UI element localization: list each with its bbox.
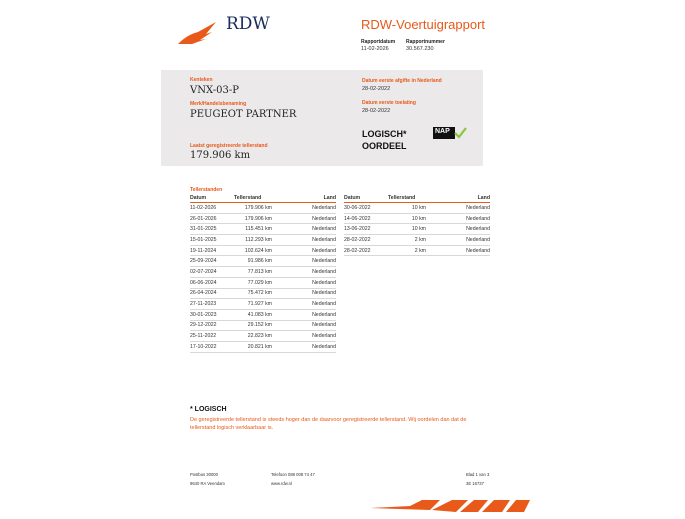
table-row: [190, 320, 336, 331]
reading-country: Nederland: [282, 267, 336, 278]
reading-country: Nederland: [436, 235, 490, 246]
reading-date: 28-02-2022: [344, 235, 388, 246]
first-issue-nl-label: Datum eerste afgifte in Nederland: [362, 78, 442, 84]
reading-value: 179.906 km: [234, 213, 282, 224]
reading-value: 77.029 km: [234, 277, 282, 288]
reading-value: 22.823 km: [234, 331, 282, 342]
table-row: [344, 235, 490, 246]
reading-country: Nederland: [282, 256, 336, 267]
reading-date: 26-01-2026: [190, 213, 234, 224]
footer-address-1: Postbus 30000: [190, 472, 218, 477]
report-date-label: Rapportdatum: [361, 39, 396, 45]
table-row: [344, 213, 490, 224]
reading-value: 102.624 km: [234, 245, 282, 256]
report-number-label: Rapportnummer: [406, 39, 445, 45]
report-date: 11-02-2026: [361, 46, 389, 52]
table-row: [344, 224, 490, 235]
reading-country: Nederland: [282, 299, 336, 310]
report-title: RDW-Voertuigrapport: [361, 17, 486, 32]
reading-date: 27-11-2023: [190, 299, 234, 310]
reading-value: 75.472 km: [234, 288, 282, 299]
table-row: [190, 235, 336, 246]
note-text: De geregistreerde tellerstand is steeds hoger dan de daarvoor geregistreerde tellerstand. Wij oordelen dan dat de tellerstand logisch verklaarbaar is.: [190, 417, 467, 431]
reading-date: 15-01-2025: [190, 235, 234, 246]
reading-value: 2 km: [388, 235, 436, 246]
readings-table-right: [344, 195, 490, 256]
table-row: [344, 245, 490, 256]
reading-value: 179.906 km: [234, 203, 282, 214]
table-row: [190, 203, 336, 214]
table-row: [344, 203, 490, 214]
note-title: * LOGISCH: [190, 406, 227, 413]
odometer-value: 179.906 km: [190, 150, 251, 161]
nap-badge-icon: [433, 126, 467, 138]
reading-value: 77.813 km: [234, 267, 282, 278]
make-label: Merk/Handelsbenaming: [190, 101, 247, 107]
table-row: [190, 288, 336, 299]
reading-date: 30-06-2022: [344, 203, 388, 214]
make-value: PEUGEOT PARTNER: [190, 109, 297, 120]
reading-date: 31-01-2025: [190, 224, 234, 235]
table-row: [190, 309, 336, 320]
reading-value: 29.152 km: [234, 320, 282, 331]
readings-table-left: [190, 195, 336, 353]
table-row: [190, 299, 336, 310]
reading-value: 20.821 km: [234, 341, 282, 352]
reading-country: Nederland: [282, 245, 336, 256]
reading-value: 2 km: [388, 245, 436, 256]
plate-label: Kenteken: [190, 77, 213, 83]
reading-value: 112.293 km: [234, 235, 282, 246]
reading-country: Nederland: [282, 213, 336, 224]
reading-date: 11-02-2026: [190, 203, 234, 214]
reading-date: 30-01-2023: [190, 309, 234, 320]
table-row: [190, 331, 336, 342]
verdict-line2: OORDEEL: [362, 141, 407, 151]
reading-country: Nederland: [436, 224, 490, 235]
reading-date: 25-09-2024: [190, 256, 234, 267]
reading-date: 26-04-2024: [190, 288, 234, 299]
footer-code: 3E 16737: [466, 481, 484, 486]
first-admission-value: 28-02-2022: [362, 108, 391, 114]
rdw-logo-icon: [176, 20, 222, 46]
reading-country: Nederland: [282, 224, 336, 235]
table-row: [190, 256, 336, 267]
reading-country: Nederland: [282, 277, 336, 288]
reading-value: 10 km: [388, 203, 436, 214]
col-reading: Tellerstand: [388, 195, 436, 203]
table-row: [190, 341, 336, 352]
reading-value: 10 km: [388, 224, 436, 235]
col-date: Datum: [344, 195, 388, 203]
reading-date: 13-06-2022: [344, 224, 388, 235]
table-row: [190, 224, 336, 235]
reading-date: 06-06-2024: [190, 277, 234, 288]
table-row: [190, 277, 336, 288]
reading-country: Nederland: [282, 309, 336, 320]
verdict-line1: LOGISCH*: [362, 129, 407, 139]
decorative-band-icon: [370, 496, 530, 514]
reading-date: 29-12-2022: [190, 320, 234, 331]
reading-country: Nederland: [436, 203, 490, 214]
nap-badge-text: NAP: [435, 128, 450, 135]
reading-country: Nederland: [282, 331, 336, 342]
reading-value: 41.083 km: [234, 309, 282, 320]
reading-date: 02-07-2024: [190, 267, 234, 278]
reading-country: Nederland: [436, 245, 490, 256]
footer-phone: Telefoon 088 008 74 47: [271, 472, 315, 477]
logo-text: RDW: [226, 14, 270, 34]
reading-country: Nederland: [282, 288, 336, 299]
reading-value: 71.927 km: [234, 299, 282, 310]
footer-page: Blad 1 van 3: [466, 472, 490, 477]
first-issue-nl-value: 28-02-2022: [362, 86, 391, 92]
report-number: 30.567.230: [406, 46, 434, 52]
reading-country: Nederland: [282, 320, 336, 331]
table-row: [190, 267, 336, 278]
table-row: [190, 245, 336, 256]
reading-date: 19-11-2024: [190, 245, 234, 256]
reading-country: Nederland: [282, 203, 336, 214]
col-country: Land: [436, 195, 490, 203]
plate-value: VNX-03-P: [190, 85, 239, 96]
reading-date: 25-11-2022: [190, 331, 234, 342]
reading-value: 115.451 km: [234, 224, 282, 235]
reading-value: 10 km: [388, 213, 436, 224]
readings-title: Tellerstanden: [190, 187, 223, 193]
footer-website[interactable]: www.rdw.nl: [271, 481, 292, 486]
first-admission-label: Datum eerste toelating: [362, 100, 416, 106]
reading-date: 28-02-2022: [344, 245, 388, 256]
reading-country: Nederland: [282, 341, 336, 352]
reading-date: 17-10-2022: [190, 341, 234, 352]
reading-country: Nederland: [282, 235, 336, 246]
table-row: [190, 213, 336, 224]
col-reading: Tellerstand: [234, 195, 282, 203]
reading-date: 14-06-2022: [344, 213, 388, 224]
footer-address-2: 9640 RA Veendam: [190, 481, 225, 486]
reading-country: Nederland: [436, 213, 490, 224]
col-country: Land: [282, 195, 336, 203]
reading-value: 91.986 km: [234, 256, 282, 267]
col-date: Datum: [190, 195, 234, 203]
odometer-label: Laatst geregistreerde tellerstand: [190, 143, 268, 149]
